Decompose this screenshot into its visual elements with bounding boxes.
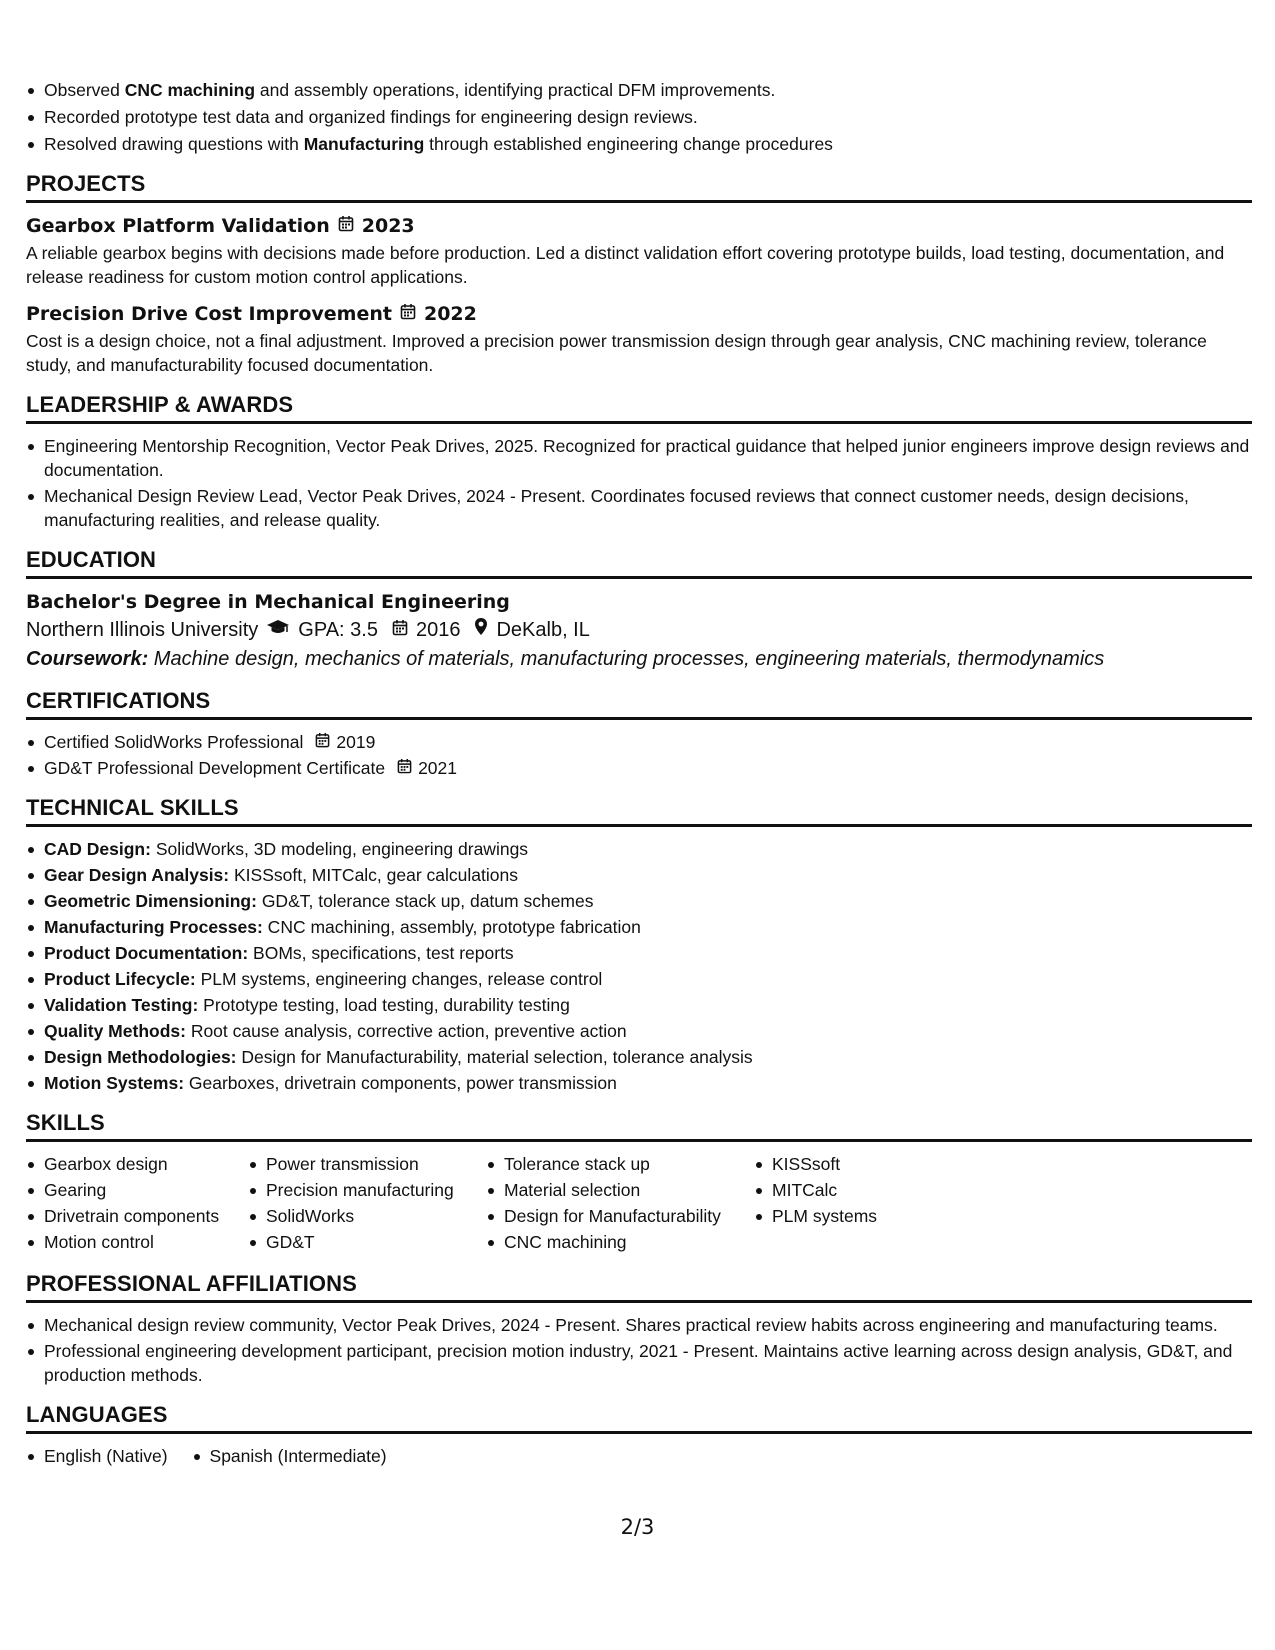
graduation-cap-icon [266,615,290,645]
project-item [26,301,1252,377]
projects-section [26,170,1252,377]
page-number: 2/3 [620,1515,655,1539]
calendar-icon [397,756,412,780]
list-item: CAD Design: SolidWorks, 3D modeling, engineering drawings [26,837,1252,861]
gpa: GPA: 3.5 [298,619,378,641]
skills-grid [26,1152,1252,1256]
graduation-year: 2016 [415,619,461,641]
list-item: Design Methodologies: Design for Manufacturability, material selection, tolerance analysis [26,1045,1252,1069]
divider [26,421,1252,424]
list-item: Material selection [486,1178,754,1202]
divider [26,576,1252,579]
project-year: 2023 [361,215,415,237]
divider [26,200,1252,203]
calendar-icon [392,615,408,645]
list-item: PLM systems [754,1204,954,1228]
calendar-icon [315,730,330,754]
certifications-section [26,687,1252,780]
list-item: Product Lifecycle: PLM systems, engineering changes, release control [26,967,1252,991]
section-title: LEADERSHIP & AWARDS [26,392,294,417]
list-item: Resolved drawing questions with Manufacturing through established engineering change procedures [26,132,1252,156]
list-item: Gear Design Analysis: KISSsoft, MITCalc, gear calculations [26,863,1252,887]
certification-year: 2021 [418,758,458,778]
project-year: 2022 [423,303,477,325]
list-item: Product Documentation: BOMs, specifications, test reports [26,941,1252,965]
divider [26,1300,1252,1303]
list-item: Drivetrain components [26,1204,248,1228]
section-title: SKILLS [26,1110,105,1135]
list-item: Precision manufacturing [248,1178,486,1202]
affiliations-section [26,1270,1252,1387]
experience-bullets [26,78,1252,156]
calendar-icon [338,213,354,239]
section-title: CERTIFICATIONS [26,688,211,713]
section-title: PROFESSIONAL AFFILIATIONS [26,1271,357,1296]
school-name: Northern Illinois University [26,619,259,641]
education-section [26,546,1252,673]
technical-skills-section [26,794,1252,1095]
divider [26,1431,1252,1434]
divider [26,824,1252,827]
section-title: LANGUAGES [26,1402,168,1427]
section-title: TECHNICAL SKILLS [26,795,239,820]
list-item: Professional engineering development participant, precision motion industry, 2021 - Present. Maintains active learning across design analysis, GD&T, and production methods. [26,1339,1252,1387]
list-item: Power transmission [248,1152,486,1176]
list-item: Design for Manufacturability [486,1204,754,1228]
school-location: DeKalb, IL [496,619,590,641]
resume-page [26,78,1252,1468]
list-item: Manufacturing Processes: CNC machining, assembly, prototype fabrication [26,915,1252,939]
list-item: Observed CNC machining and assembly operations, identifying practical DFM improvements. [26,78,1252,102]
list-item: KISSsoft [754,1152,954,1176]
list-item: GD&T [248,1230,486,1254]
list-item: Quality Methods: Root cause analysis, corrective action, preventive action [26,1019,1252,1043]
calendar-icon [400,301,416,327]
divider [26,1139,1252,1142]
divider [26,717,1252,720]
map-pin-icon [474,615,488,645]
section-title: EDUCATION [26,547,157,572]
list-item [26,756,1252,780]
degree-name: Bachelor's Degree in Mechanical Engineering [26,591,510,613]
list-item: SolidWorks [248,1204,486,1228]
list-item: English (Native) [26,1444,168,1468]
project-name: Precision Drive Cost Improvement [26,303,392,325]
list-item: Motion control [26,1230,248,1254]
section-title: PROJECTS [26,171,146,196]
project-name: Gearbox Platform Validation [26,215,330,237]
project-item [26,213,1252,289]
certification-year: 2019 [336,732,376,752]
leadership-section [26,391,1252,532]
list-item: Geometric Dimensioning: GD&T, tolerance stack up, datum schemes [26,889,1252,913]
project-description: Cost is a design choice, not a final adjustment. Improved a precision power transmission design through gear analysis, CNC machining review, tolerance study, and manufacturability focused documentation. [26,331,1207,375]
list-item: Motion Systems: Gearboxes, drivetrain components, power transmission [26,1071,1252,1095]
skills-section [26,1109,1252,1256]
list-item: Mechanical Design Review Lead, Vector Peak Drives, 2024 - Present. Coordinates focused reviews that connect customer needs, design decisions, manufacturing realities, and release quality. [26,484,1252,532]
list-item: MITCalc [754,1178,954,1202]
list-item: Mechanical design review community, Vector Peak Drives, 2024 - Present. Shares practical review habits across engineering and manufacturing teams. [26,1313,1252,1337]
languages-section [26,1401,1252,1468]
list-item: Tolerance stack up [486,1152,754,1176]
list-item: Gearing [26,1178,248,1202]
list-item: Validation Testing: Prototype testing, load testing, durability testing [26,993,1252,1017]
project-description: A reliable gearbox begins with decisions made before production. Led a distinct validation effort covering prototype builds, load testing, documentation, and release readiness for custom motion control applications. [26,243,1225,287]
certification-name: GD&T Professional Development Certificate [44,758,386,778]
list-item: Engineering Mentorship Recognition, Vector Peak Drives, 2025. Recognized for practical guidance that helped junior engineers improve design reviews and documentation. [26,434,1252,482]
list-item: Spanish (Intermediate) [192,1444,387,1468]
coursework: Coursework: Machine design, mechanics of materials, manufacturing processes, engineering materials, thermodynamics [26,648,1105,670]
certification-name: Certified SolidWorks Professional [44,732,304,752]
list-item [26,730,1252,754]
list-item: Gearbox design [26,1152,248,1176]
list-item: CNC machining [486,1230,754,1254]
list-item: Recorded prototype test data and organized findings for engineering design reviews. [26,105,1252,129]
